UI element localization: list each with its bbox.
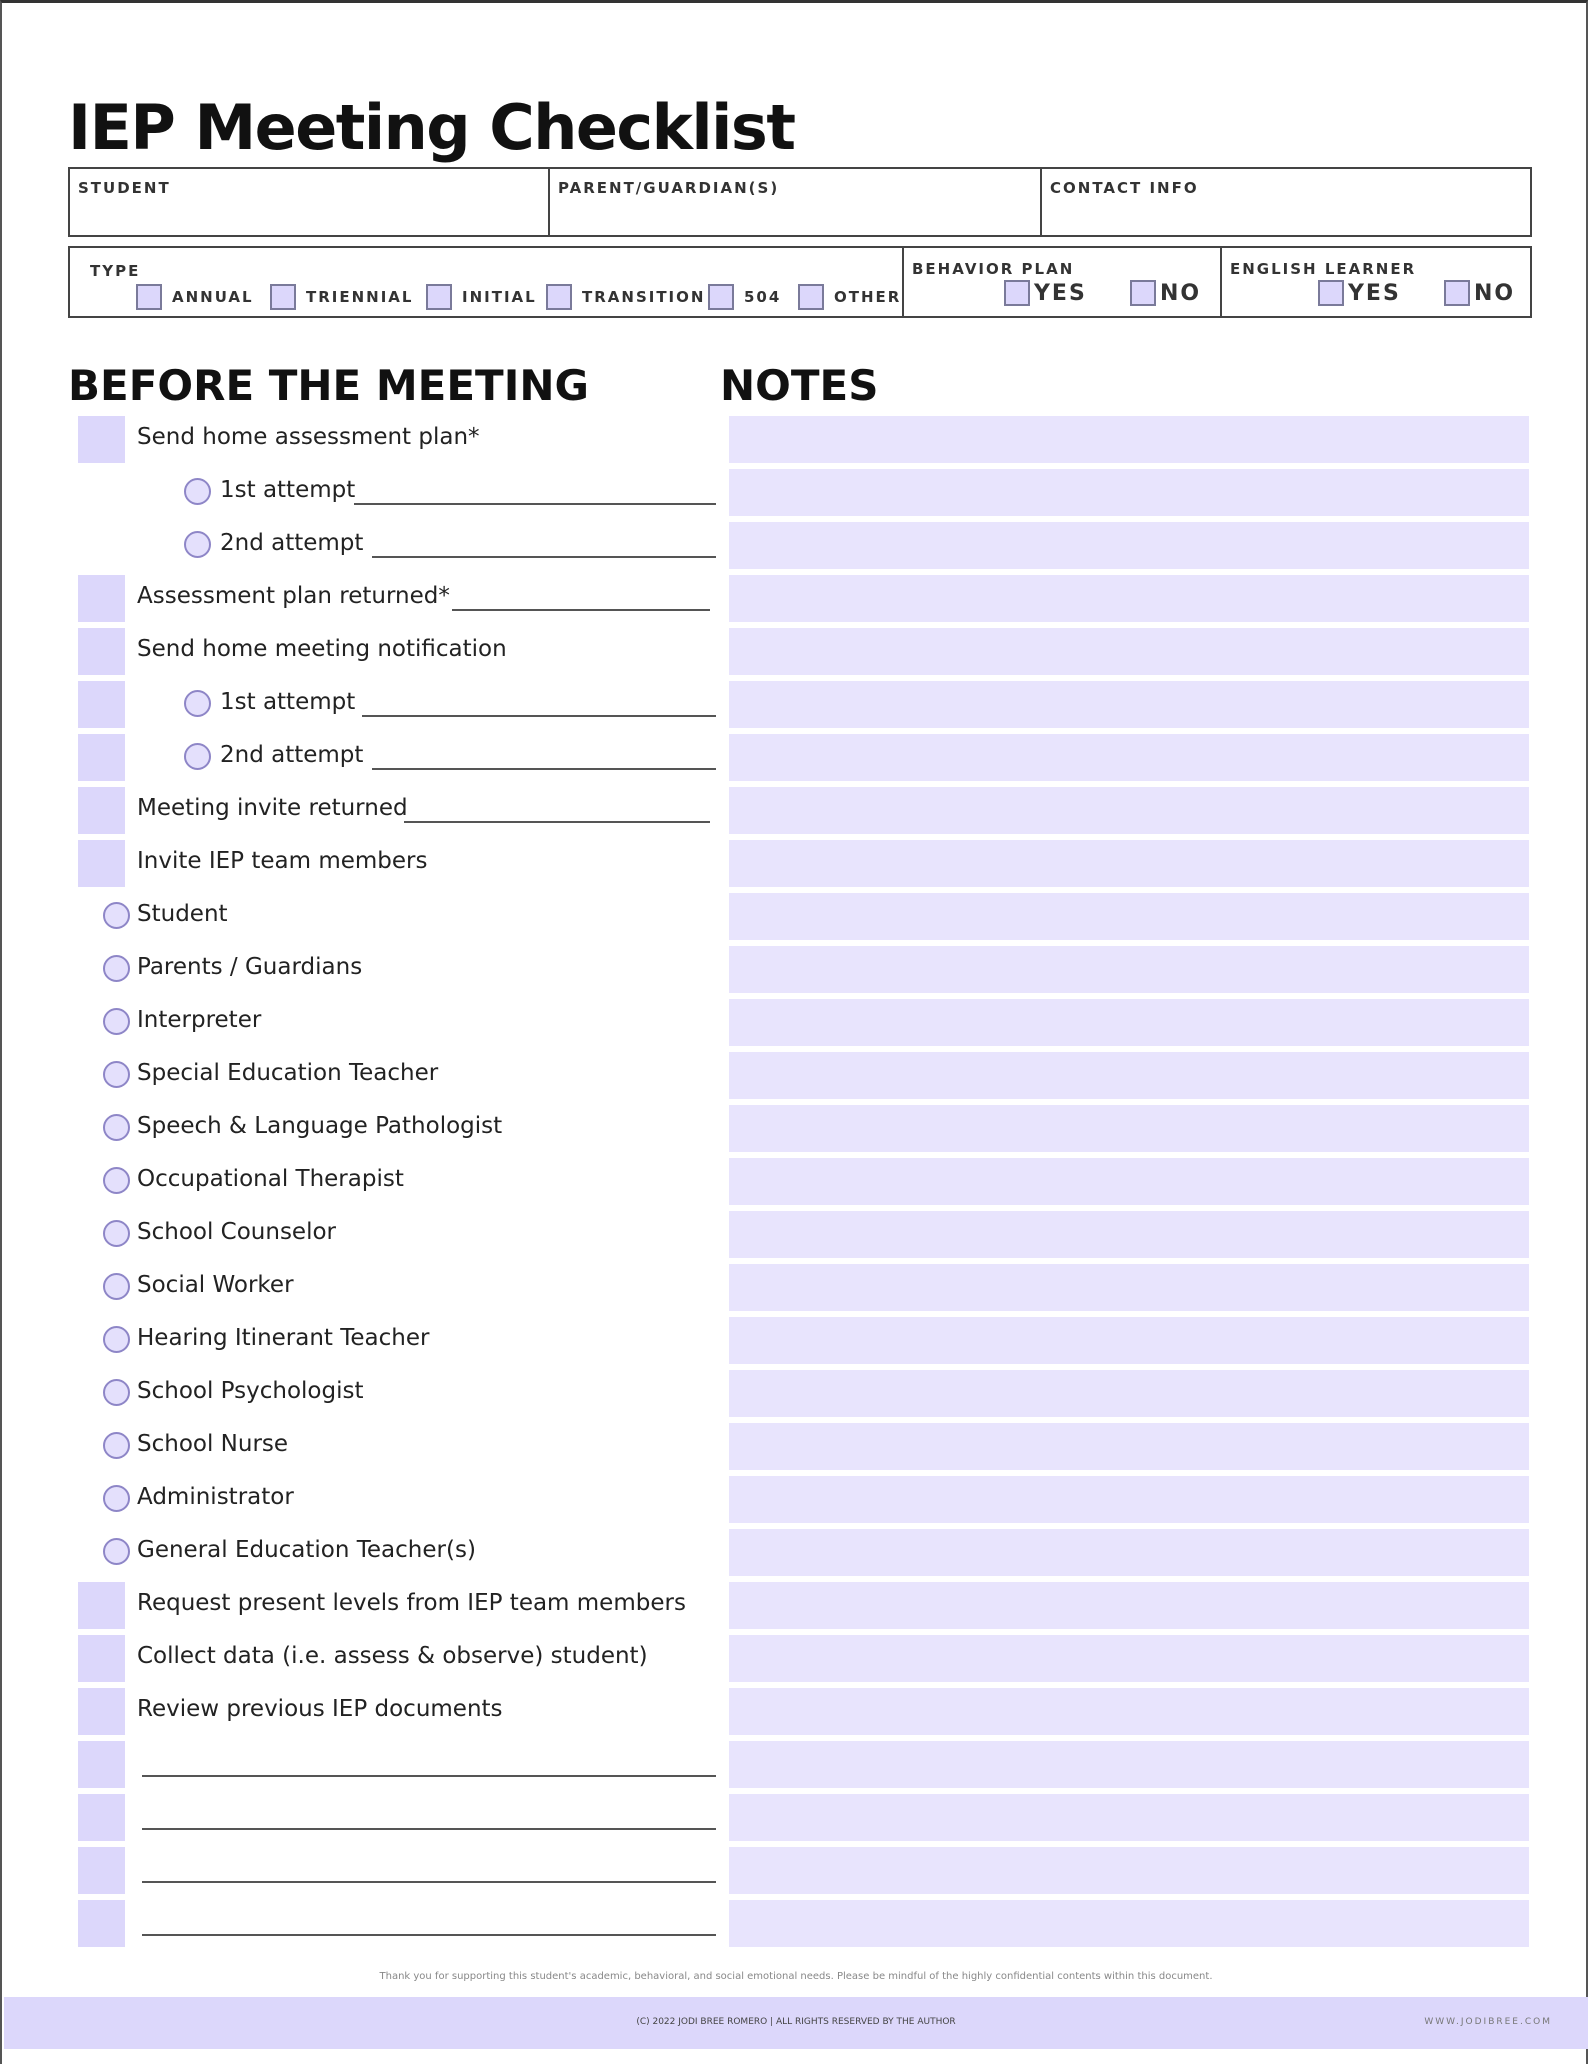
checkbox[interactable] [798,284,824,310]
team-member-radio[interactable] [103,1432,130,1459]
info-fields [68,167,1532,237]
checkbox[interactable] [1004,280,1030,306]
notes-line[interactable] [729,946,1529,993]
checkbox[interactable] [708,284,734,310]
attempt-radio[interactable] [184,531,211,558]
behavior-plan-yes[interactable] [1004,280,1087,306]
checklist-label: 2nd attempt [220,742,364,768]
checklist-label: 1st attempt [220,689,356,715]
checklist-row [2,1154,742,1207]
contact-info-label: CONTACT INFO [1050,179,1199,197]
checklist-row [2,1684,742,1737]
notes-line[interactable] [729,1794,1529,1841]
checklist-label: School Nurse [137,1431,289,1457]
checklist-row [2,1525,742,1578]
notes-line[interactable] [729,1317,1529,1364]
type-label: TYPE [90,262,141,280]
checklist-row [2,1366,742,1419]
notes-line[interactable] [729,1370,1529,1417]
footer-note: Thank you for supporting this student's academic, behavioral, and social emotional needs. Please be mindful of the highly confidential contents within this document. [379,1971,1213,1982]
checkbox[interactable] [78,1900,125,1947]
meeting-type-row [68,246,1532,318]
notes-line[interactable] [729,522,1529,569]
type-option-transition[interactable] [546,284,705,310]
checklist-label: Occupational Therapist [137,1166,404,1192]
team-member-radio[interactable] [103,902,130,929]
notes-line[interactable] [729,787,1529,834]
english-learner-label: ENGLISH LEARNER [1230,260,1417,278]
website: WWW.JODIBREE.COM [1424,2017,1552,2027]
notes-line[interactable] [729,1847,1529,1894]
write-in-line[interactable] [372,556,716,558]
checklist-label: Interpreter [137,1007,262,1033]
checklist-row [2,1207,742,1260]
notes-line[interactable] [729,1105,1529,1152]
write-in-line[interactable] [142,1881,716,1883]
checklist-row [2,995,742,1048]
checklist-row [2,1578,742,1631]
checkbox[interactable] [1318,280,1344,306]
type-option-other[interactable] [798,284,901,310]
attempt-radio[interactable] [184,690,211,717]
checklist-label: Meeting invite returned [137,795,408,821]
checklist-label: School Counselor [137,1219,337,1245]
parent-guardian-field[interactable] [550,169,1042,235]
option-label: 504 [744,288,782,306]
team-member-radio[interactable] [103,1008,130,1035]
notes-line[interactable] [729,469,1529,516]
contact-info-field[interactable] [1042,169,1530,235]
checklist-row [2,571,742,624]
checklist-row [2,1313,742,1366]
team-member-radio[interactable] [103,1061,130,1088]
checklist-row [2,942,742,995]
checklist-row [2,1048,742,1101]
team-member-radio[interactable] [103,1485,130,1512]
notes-line[interactable] [729,1741,1529,1788]
notes-line[interactable] [729,1688,1529,1735]
checkbox[interactable] [78,1635,125,1682]
notes-line[interactable] [729,416,1529,463]
notes-line[interactable] [729,893,1529,940]
option-label: OTHER [834,288,902,306]
checklist-row [2,1260,742,1313]
option-label: ANNUAL [172,288,254,306]
parent-guardian-label: PARENT/GUARDIAN(S) [558,179,780,197]
checklist-row [2,783,742,836]
behavior-plan-cell [904,248,1222,316]
checklist-label: Request present levels from IEP team members [137,1590,686,1616]
checkbox[interactable] [78,628,125,675]
write-in-line[interactable] [452,609,710,611]
checklist-row [2,1101,742,1154]
checklist-row [2,836,742,889]
team-member-radio[interactable] [103,1114,130,1141]
notes-line[interactable] [729,999,1529,1046]
checkbox[interactable] [78,787,125,834]
notes-line[interactable] [729,681,1529,728]
notes-line[interactable] [729,840,1529,887]
write-in-line[interactable] [404,821,710,823]
attempt-radio[interactable] [184,743,211,770]
type-option-annual[interactable] [136,284,254,310]
checkbox[interactable] [270,284,296,310]
team-member-radio[interactable] [103,1538,130,1565]
page-title: IEP Meeting Checklist [68,91,795,164]
notes-line[interactable] [729,1158,1529,1205]
checklist-row [2,677,742,730]
checkbox[interactable] [1444,280,1470,306]
behavior-plan-no[interactable] [1130,280,1201,306]
english-learner-cell [1222,248,1530,316]
checkbox[interactable] [136,284,162,310]
footer-bar [4,1997,1588,2049]
checklist-label: 2nd attempt [220,530,364,556]
checklist-row [2,1843,742,1896]
checklist-label: Social Worker [137,1272,294,1298]
checklist-label: Parents / Guardians [137,954,363,980]
student-field[interactable] [70,169,550,235]
yes-label: YES [1034,280,1087,306]
checkbox[interactable] [78,1688,125,1735]
copyright: (C) 2022 JODI BREE ROMERO | ALL RIGHTS RESERVED BY THE AUTHOR [636,2017,956,2027]
option-label: TRIENNIAL [306,288,414,306]
checklist-label: Send home assessment plan* [137,424,480,450]
notes-line[interactable] [729,1476,1529,1523]
no-label: NO [1160,280,1202,306]
before-meeting-heading: BEFORE THE MEETING [68,361,589,410]
team-member-radio[interactable] [103,1167,130,1194]
team-member-radio[interactable] [103,1326,130,1353]
write-in-line[interactable] [362,715,716,717]
checkbox[interactable] [78,575,125,622]
checklist-row [2,1419,742,1472]
checklist-label: Collect data (i.e. assess & observe) student) [137,1643,648,1669]
team-member-radio[interactable] [103,1220,130,1247]
write-in-line[interactable] [372,768,716,770]
notes-line[interactable] [729,1582,1529,1629]
checkbox[interactable] [78,681,125,728]
checkbox[interactable] [78,1794,125,1841]
checklist-label: General Education Teacher(s) [137,1537,476,1563]
checklist-row [2,1631,742,1684]
option-label: INITIAL [462,288,537,306]
checkbox[interactable] [78,1741,125,1788]
checklist-row [2,624,742,677]
notes-line[interactable] [729,734,1529,781]
checkbox[interactable] [78,1582,125,1629]
team-member-radio[interactable] [103,1379,130,1406]
checklist-label: Send home meeting notification [137,636,507,662]
behavior-plan-label: BEHAVIOR PLAN [912,260,1075,278]
checklist-row [2,889,742,942]
checklist-label: Invite IEP team members [137,848,428,874]
type-cell [70,248,904,316]
attempt-radio[interactable] [184,478,211,505]
team-member-radio[interactable] [103,955,130,982]
checklist-row [2,1896,742,1949]
option-label: TRANSITION [582,288,706,306]
checkbox[interactable] [78,734,125,781]
english-learner-yes[interactable] [1318,280,1401,306]
type-option-504[interactable] [708,284,781,310]
checklist-label: School Psychologist [137,1378,364,1404]
checklist-row [2,1737,742,1790]
write-in-line[interactable] [354,503,716,505]
checklist-row [2,1790,742,1843]
checkbox[interactable] [1130,280,1156,306]
type-option-initial[interactable] [426,284,537,310]
checklist-label: Administrator [137,1484,294,1510]
checklist-label: Special Education Teacher [137,1060,439,1086]
checklist-label: Hearing Itinerant Teacher [137,1325,430,1351]
checklist-row [2,730,742,783]
no-label: NO [1474,280,1516,306]
checklist-row [2,1472,742,1525]
write-in-line[interactable] [142,1828,716,1830]
notes-line[interactable] [729,1900,1529,1947]
english-learner-no[interactable] [1444,280,1515,306]
notes-line[interactable] [729,1264,1529,1311]
type-option-triennial[interactable] [270,284,413,310]
checklist-label: Assessment plan returned* [137,583,450,609]
checklist-row [2,412,742,465]
checkbox[interactable] [78,1847,125,1894]
notes-line[interactable] [729,1211,1529,1258]
team-member-radio[interactable] [103,1273,130,1300]
checkbox[interactable] [78,416,125,463]
write-in-line[interactable] [142,1775,716,1777]
checkbox[interactable] [546,284,572,310]
notes-line[interactable] [729,628,1529,675]
write-in-line[interactable] [142,1934,716,1936]
notes-line[interactable] [729,575,1529,622]
checklist-row [2,465,742,518]
notes-heading: NOTES [720,361,879,410]
notes-line[interactable] [729,1052,1529,1099]
checklist-label: Review previous IEP documents [137,1696,503,1722]
checkbox[interactable] [426,284,452,310]
checklist-label: Student [137,901,228,927]
notes-line[interactable] [729,1423,1529,1470]
checklist-row [2,518,742,571]
yes-label: YES [1348,280,1401,306]
checklist-label: 1st attempt [220,477,356,503]
notes-line[interactable] [729,1529,1529,1576]
student-label: STUDENT [78,179,171,197]
checklist-label: Speech & Language Pathologist [137,1113,503,1139]
notes-line[interactable] [729,1635,1529,1682]
checkbox[interactable] [78,840,125,887]
